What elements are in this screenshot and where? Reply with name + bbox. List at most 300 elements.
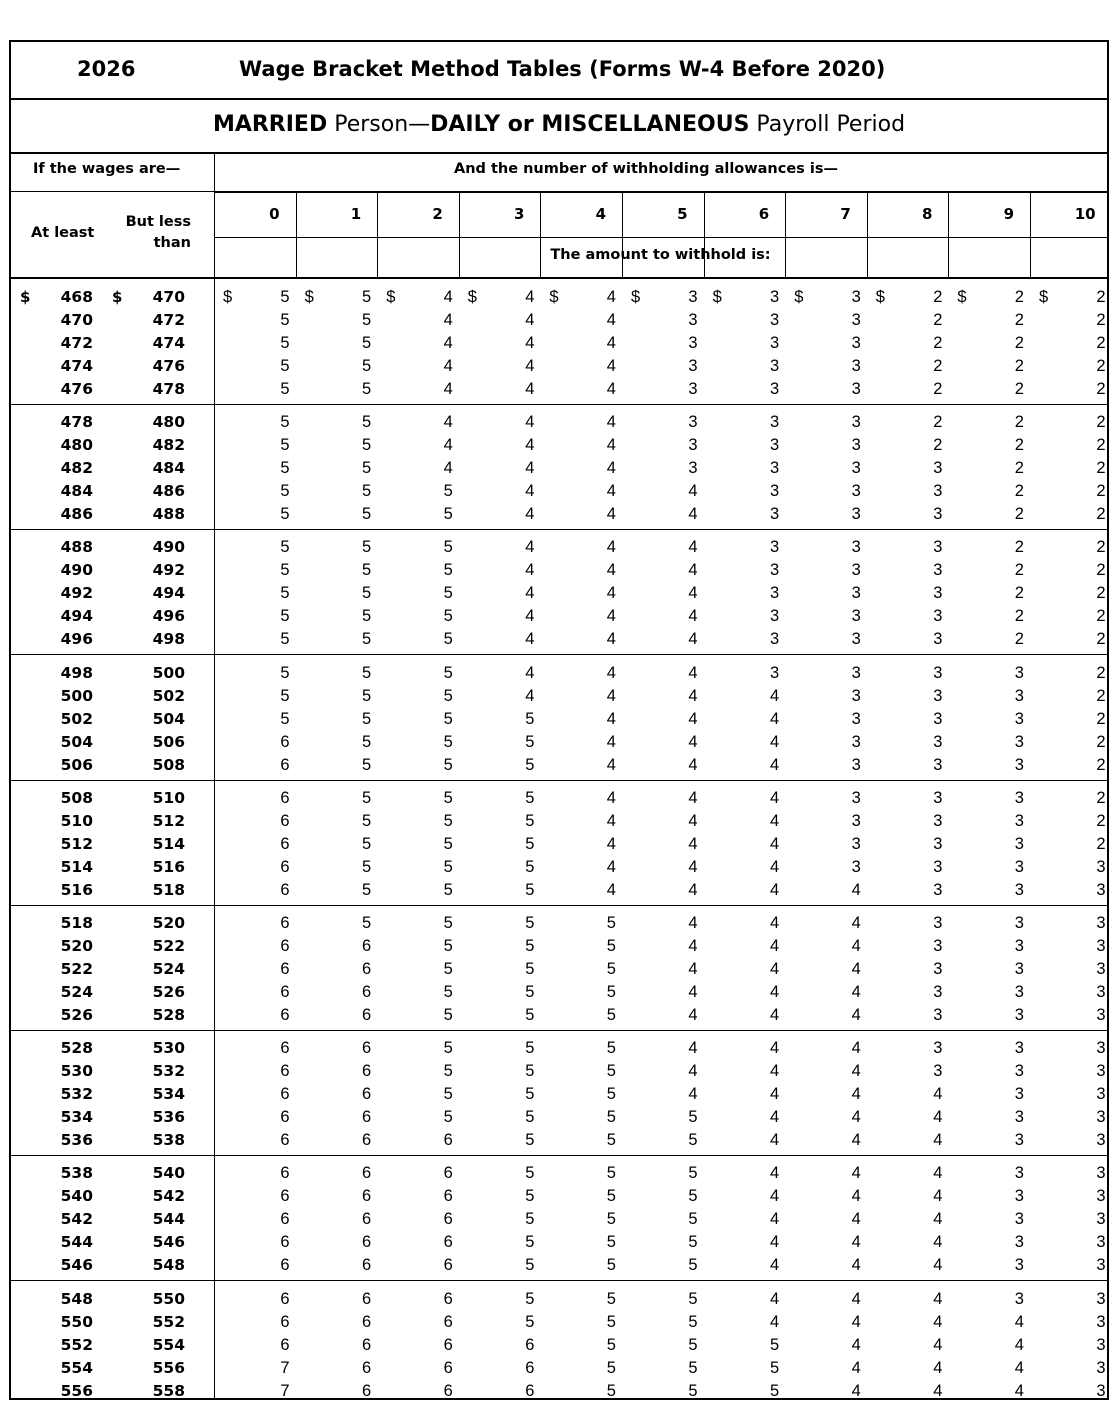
withholding-amount: 5	[770, 1335, 780, 1354]
withholding-amount: 5	[525, 1187, 535, 1206]
withholding-amount: 4	[606, 630, 616, 649]
withholding-amount: 4	[525, 607, 535, 626]
withholding-amount: 7	[280, 1358, 290, 1377]
withholding-amount: 5	[688, 1108, 698, 1127]
withholding-amount: 3	[688, 436, 698, 455]
withholding-amount: 4	[770, 732, 780, 751]
withholding-amount: 3	[933, 1039, 943, 1058]
wage-but-less-than: 522	[152, 937, 185, 955]
withholding-amount: 4	[688, 983, 698, 1001]
withholding-amount: 4	[933, 1358, 943, 1377]
withholding-amount: 3	[1014, 983, 1024, 1001]
withholding-amount: 4	[851, 1256, 861, 1275]
withholding-amount: 5	[606, 1289, 616, 1308]
withholding-amount: 2	[1014, 482, 1024, 501]
wage-at-least: 508	[60, 788, 93, 807]
withholding-amount: 4	[525, 413, 535, 432]
wage-but-less-than: 536	[152, 1108, 185, 1127]
wage-but-less-than: 486	[152, 482, 185, 501]
allowance-column-2: 2	[432, 205, 443, 223]
withholding-amount: 2	[1096, 288, 1106, 306]
withholding-amount: 4	[770, 709, 780, 728]
withholding-amount: 4	[1014, 1358, 1024, 1377]
withholding-amount: 2	[1096, 755, 1106, 774]
withholding-amount: 4	[688, 1006, 698, 1024]
withholding-amount: 3	[1096, 1108, 1106, 1127]
withholding-amount: 6	[280, 1085, 290, 1104]
withholding-amount: 2	[1096, 788, 1106, 807]
wage-at-least: 494	[60, 607, 93, 626]
withholding-amount: 6	[443, 1210, 453, 1229]
withholding-amount: 4	[688, 960, 698, 978]
wage-but-less-than: 502	[152, 686, 185, 705]
group-divider	[11, 780, 1107, 781]
withholding-amount: 3	[1014, 834, 1024, 853]
wage-at-least: 486	[60, 505, 93, 524]
wage-but-less-than: 558	[152, 1381, 185, 1400]
but-less-header: But less	[125, 214, 191, 230]
withholding-amount: 4	[606, 505, 616, 524]
withholding-amount: 2	[1014, 607, 1024, 626]
withholding-amount: 2	[1096, 811, 1106, 830]
than-header: than	[153, 235, 191, 251]
withholding-amount: 4	[933, 1210, 943, 1229]
withholding-amount: 5	[525, 1256, 535, 1275]
wage-but-less-than: 526	[152, 983, 185, 1001]
withholding-amount: 5	[688, 1312, 698, 1331]
withholding-amount: 5	[525, 1312, 535, 1331]
withholding-amount: 6	[362, 1062, 372, 1081]
withholding-amount: 2	[1096, 607, 1106, 626]
allowances-header: And the number of withholding allowances is—	[454, 161, 838, 177]
group-divider	[11, 529, 1107, 530]
withholding-amount: 2	[933, 413, 943, 432]
withholding-amount: 5	[443, 584, 453, 603]
wage-but-less-than: 512	[152, 811, 185, 830]
wage-at-least: 526	[60, 1006, 93, 1024]
dollar-sign: $	[223, 288, 233, 306]
withholding-amount: 3	[1096, 1039, 1106, 1058]
withholding-amount: 4	[933, 1381, 943, 1400]
withholding-amount: 3	[851, 686, 861, 705]
withholding-amount: 4	[770, 1164, 780, 1183]
wage-but-less-than: 550	[152, 1289, 185, 1308]
withholding-amount: 3	[851, 482, 861, 501]
withholding-amount: 5	[525, 880, 535, 899]
wage-but-less-than: 508	[152, 755, 185, 774]
withholding-amount: 3	[688, 288, 698, 306]
withholding-amount: 4	[851, 1164, 861, 1183]
withholding-amount: 3	[933, 914, 943, 932]
withholding-amount: 2	[1096, 561, 1106, 580]
wage-but-less-than: 518	[152, 880, 185, 899]
withholding-amount: 3	[688, 311, 698, 329]
withholding-amount: 6	[443, 1289, 453, 1308]
dollar-sign: $	[712, 288, 722, 306]
column-divider	[1030, 191, 1031, 277]
withholding-amount: 5	[362, 630, 372, 649]
dollar-sign: $	[631, 288, 641, 306]
withholding-amount: 3	[933, 1006, 943, 1024]
withholding-amount: 2	[1096, 380, 1106, 398]
withholding-amount: 4	[770, 960, 780, 978]
withholding-amount: 3	[933, 561, 943, 580]
withholding-amount: 2	[933, 380, 943, 398]
withholding-amount: 4	[851, 914, 861, 932]
withholding-amount: 3	[1014, 1085, 1024, 1104]
withholding-amount: 3	[1096, 1085, 1106, 1104]
withholding-amount: 5	[688, 1256, 698, 1275]
withholding-amount: 5	[443, 538, 453, 557]
withholding-amount: 3	[1014, 1062, 1024, 1081]
withholding-amount: 4	[851, 1131, 861, 1150]
at-least-header: At least	[31, 225, 95, 241]
withholding-amount: 6	[362, 1131, 372, 1150]
withholding-amount: 6	[362, 1335, 372, 1354]
withholding-amount: 3	[1014, 1233, 1024, 1252]
wage-but-less-than: 556	[152, 1358, 185, 1377]
wage-at-least: 488	[60, 538, 93, 557]
withholding-amount: 6	[362, 1006, 372, 1024]
withholding-amount: 3	[1014, 914, 1024, 932]
withholding-amount: 4	[851, 1085, 861, 1104]
withholding-amount: 6	[280, 1210, 290, 1229]
withholding-amount: 5	[443, 505, 453, 524]
withholding-amount: 6	[362, 983, 372, 1001]
withholding-amount: 3	[770, 630, 780, 649]
wage-at-least: 546	[60, 1256, 93, 1275]
withholding-amount: 3	[1014, 937, 1024, 955]
withholding-amount: 6	[280, 1289, 290, 1308]
wage-at-least: 480	[60, 436, 93, 455]
divider	[214, 237, 1107, 238]
withholding-amount: 6	[362, 960, 372, 978]
withholding-amount: 4	[851, 1381, 861, 1400]
wage-but-less-than: 534	[152, 1085, 185, 1104]
withholding-amount: 4	[525, 538, 535, 557]
withholding-amount: 4	[688, 1062, 698, 1081]
withholding-amount: 5	[362, 436, 372, 455]
withholding-amount: 3	[1014, 811, 1024, 830]
withholding-amount: 4	[606, 834, 616, 853]
withholding-amount: 2	[1096, 834, 1106, 853]
withholding-amount: 5	[525, 1164, 535, 1183]
column-divider	[704, 191, 705, 277]
withholding-amount: 3	[933, 482, 943, 501]
withholding-amount: 4	[443, 459, 453, 478]
withholding-amount: 3	[770, 334, 780, 352]
withholding-amount: 5	[443, 788, 453, 807]
wage-but-less-than: 476	[152, 357, 185, 375]
dollar-sign: $	[20, 288, 31, 306]
withholding-amount: 3	[933, 788, 943, 807]
withholding-amount: 5	[443, 811, 453, 830]
withholding-amount: 5	[688, 1164, 698, 1183]
withholding-amount: 4	[443, 334, 453, 352]
withholding-amount: 6	[525, 1381, 535, 1400]
column-divider	[377, 191, 378, 277]
withholding-amount: 3	[1096, 960, 1106, 978]
withholding-amount: 3	[1014, 1006, 1024, 1024]
withholding-amount: 3	[1096, 1006, 1106, 1024]
withholding-amount: 3	[1014, 709, 1024, 728]
withholding-amount: 3	[933, 459, 943, 478]
withholding-amount: 5	[688, 1358, 698, 1377]
withholding-amount: 5	[443, 960, 453, 978]
withholding-amount: 3	[1096, 914, 1106, 932]
withholding-amount: 6	[362, 1358, 372, 1377]
withholding-amount: 3	[851, 561, 861, 580]
dollar-sign: $	[386, 288, 396, 306]
withholding-amount: 4	[525, 380, 535, 398]
wage-at-least: 552	[60, 1335, 93, 1354]
wages-header: If the wages are—	[33, 161, 181, 177]
withholding-amount: 4	[688, 561, 698, 580]
withholding-amount: 6	[362, 1039, 372, 1058]
withholding-amount: 3	[1096, 1210, 1106, 1229]
wage-at-least: 490	[60, 561, 93, 580]
allowance-column-10: 10	[1074, 205, 1096, 223]
withholding-amount: 4	[688, 584, 698, 603]
wage-but-less-than: 520	[152, 914, 185, 932]
withholding-amount: 5	[280, 686, 290, 705]
allowance-column-5: 5	[677, 205, 688, 223]
withholding-amount: 4	[933, 1131, 943, 1150]
withholding-amount: 2	[1096, 663, 1106, 682]
withholding-amount: 3	[770, 436, 780, 455]
withholding-amount: 5	[362, 380, 372, 398]
withholding-amount: 4	[770, 914, 780, 932]
withholding-amount: 5	[443, 857, 453, 876]
withholding-amount: 6	[280, 1335, 290, 1354]
group-divider	[11, 1155, 1107, 1156]
dollar-sign: $	[957, 288, 967, 306]
withholding-amount: 6	[443, 1335, 453, 1354]
withholding-amount: 4	[851, 1062, 861, 1081]
wage-but-less-than: 506	[152, 732, 185, 751]
withholding-amount: 6	[443, 1131, 453, 1150]
withholding-amount: 5	[525, 1085, 535, 1104]
withholding-amount: 5	[280, 482, 290, 501]
withholding-amount: 4	[1014, 1335, 1024, 1354]
withholding-amount: 4	[688, 1085, 698, 1104]
wage-at-least: 550	[60, 1312, 93, 1331]
withholding-amount: 6	[280, 1108, 290, 1127]
withholding-amount: 5	[688, 1210, 698, 1229]
withholding-amount: 6	[443, 1256, 453, 1275]
withholding-amount: 5	[280, 380, 290, 398]
divider	[11, 98, 1107, 100]
withholding-amount: 5	[606, 1358, 616, 1377]
withholding-amount: 2	[1096, 311, 1106, 329]
withholding-amount: 4	[851, 1210, 861, 1229]
wage-but-less-than: 488	[152, 505, 185, 524]
withholding-amount: 6	[280, 755, 290, 774]
withholding-amount: 5	[280, 561, 290, 580]
table-year: 2026	[77, 57, 136, 81]
withholding-amount: 6	[362, 1381, 372, 1400]
withholding-amount: 4	[688, 788, 698, 807]
withholding-amount: 3	[1096, 1164, 1106, 1183]
withholding-amount: 5	[362, 788, 372, 807]
withholding-amount: 4	[770, 1062, 780, 1081]
withholding-amount: 3	[933, 960, 943, 978]
dollar-sign: $	[794, 288, 804, 306]
withholding-amount: 2	[1096, 538, 1106, 557]
allowance-column-4: 4	[595, 205, 606, 223]
withholding-amount: 5	[443, 686, 453, 705]
withholding-amount: 6	[443, 1358, 453, 1377]
wage-at-least: 518	[60, 914, 93, 932]
withholding-amount: 4	[525, 561, 535, 580]
withholding-amount: 3	[933, 937, 943, 955]
withholding-amount: 3	[851, 834, 861, 853]
withholding-amount: 5	[606, 1187, 616, 1206]
withholding-amount: 4	[851, 983, 861, 1001]
withholding-amount: 5	[443, 914, 453, 932]
withholding-amount: 3	[851, 755, 861, 774]
withholding-amount: 4	[851, 1358, 861, 1377]
column-divider	[540, 191, 541, 277]
withholding-amount: 5	[770, 1381, 780, 1400]
withholding-amount: 4	[606, 755, 616, 774]
wage-but-less-than: 532	[152, 1062, 185, 1081]
withholding-amount: 2	[933, 436, 943, 455]
withholding-amount: 3	[851, 630, 861, 649]
withholding-amount: 3	[770, 663, 780, 682]
withholding-amount: 6	[280, 834, 290, 853]
withholding-amount: 3	[933, 755, 943, 774]
withholding-amount: 3	[1096, 937, 1106, 955]
withholding-amount: 4	[606, 436, 616, 455]
withholding-amount: 4	[933, 1312, 943, 1331]
withholding-amount: 5	[443, 561, 453, 580]
wage-but-less-than: 504	[152, 709, 185, 728]
withholding-amount: 3	[933, 834, 943, 853]
withholding-amount: 6	[362, 1289, 372, 1308]
withholding-amount: 4	[606, 584, 616, 603]
wage-at-least: 478	[60, 413, 93, 432]
withholding-amount: 2	[1014, 459, 1024, 478]
withholding-amount: 3	[851, 288, 861, 306]
withholding-amount: 3	[851, 436, 861, 455]
wage-at-least: 498	[60, 663, 93, 682]
dollar-sign: $	[467, 288, 477, 306]
withholding-amount: 4	[688, 755, 698, 774]
group-divider	[11, 905, 1107, 906]
withholding-amount: 2	[1096, 686, 1106, 705]
withholding-amount: 4	[525, 334, 535, 352]
withholding-amount: 5	[688, 1289, 698, 1308]
withholding-amount: 6	[362, 937, 372, 955]
withholding-amount: 4	[688, 686, 698, 705]
withholding-amount: 4	[851, 937, 861, 955]
withholding-amount: 4	[770, 1006, 780, 1024]
withholding-amount: 4	[770, 834, 780, 853]
withholding-amount: 3	[851, 811, 861, 830]
withholding-amount: 4	[525, 311, 535, 329]
withholding-amount: 2	[933, 311, 943, 329]
subtitle-person: Person—	[327, 112, 431, 137]
wage-at-least: 502	[60, 709, 93, 728]
withholding-amount: 3	[851, 788, 861, 807]
withholding-amount: 4	[933, 1187, 943, 1206]
withholding-amount: 5	[606, 983, 616, 1001]
withholding-amount: 6	[362, 1164, 372, 1183]
withholding-amount: 5	[606, 1312, 616, 1331]
withholding-amount: 3	[1014, 788, 1024, 807]
withholding-amount: 6	[280, 937, 290, 955]
withholding-amount: 6	[280, 880, 290, 899]
withholding-amount: 3	[851, 857, 861, 876]
withholding-amount: 3	[770, 413, 780, 432]
withholding-amount: 5	[525, 1131, 535, 1150]
withholding-amount: 3	[770, 357, 780, 375]
withholding-amount: 5	[443, 732, 453, 751]
withholding-amount: 3	[770, 538, 780, 557]
withholding-amount: 5	[525, 1233, 535, 1252]
withholding-amount: 2	[1014, 311, 1024, 329]
withholding-amount: 5	[280, 505, 290, 524]
allowance-column-7: 7	[840, 205, 851, 223]
withholding-amount: 4	[606, 288, 616, 306]
withholding-amount: 3	[1014, 1187, 1024, 1206]
withholding-amount: 2	[1014, 357, 1024, 375]
amount-header: The amount to withhold is:	[550, 247, 771, 263]
withholding-amount: 2	[933, 288, 943, 306]
withholding-amount: 6	[362, 1108, 372, 1127]
withholding-amount: 2	[1096, 357, 1106, 375]
wage-at-least: 544	[60, 1233, 93, 1252]
wage-but-less-than: 544	[152, 1210, 185, 1229]
withholding-amount: 3	[770, 584, 780, 603]
withholding-amount: 4	[606, 538, 616, 557]
wage-at-least: 510	[60, 811, 93, 830]
wage-but-less-than: 514	[152, 834, 185, 853]
withholding-amount: 4	[443, 436, 453, 455]
withholding-amount: 4	[933, 1256, 943, 1275]
withholding-amount: 4	[851, 1335, 861, 1354]
wage-but-less-than: 510	[152, 788, 185, 807]
withholding-amount: 2	[1096, 505, 1106, 524]
wage-at-least: 514	[60, 857, 93, 876]
withholding-amount: 5	[362, 755, 372, 774]
withholding-amount: 3	[770, 482, 780, 501]
withholding-amount: 2	[1014, 538, 1024, 557]
withholding-amount: 3	[851, 584, 861, 603]
wage-but-less-than: 540	[152, 1164, 185, 1183]
wage-but-less-than: 498	[152, 630, 185, 649]
withholding-amount: 6	[280, 1312, 290, 1331]
column-divider	[867, 191, 868, 277]
withholding-amount: 6	[280, 914, 290, 932]
withholding-amount: 2	[1014, 561, 1024, 580]
withholding-amount: 5	[443, 630, 453, 649]
wage-at-least: 506	[60, 755, 93, 774]
withholding-amount: 5	[362, 561, 372, 580]
withholding-amount: 6	[280, 1256, 290, 1275]
wage-but-less-than: 538	[152, 1131, 185, 1150]
withholding-amount: 4	[606, 663, 616, 682]
withholding-amount: 5	[525, 709, 535, 728]
withholding-amount: 4	[443, 413, 453, 432]
withholding-amount: 4	[770, 755, 780, 774]
wage-but-less-than: 516	[152, 857, 185, 876]
withholding-amount: 3	[770, 561, 780, 580]
withholding-amount: 4	[688, 732, 698, 751]
withholding-amount: 2	[1014, 436, 1024, 455]
column-divider	[459, 191, 460, 277]
